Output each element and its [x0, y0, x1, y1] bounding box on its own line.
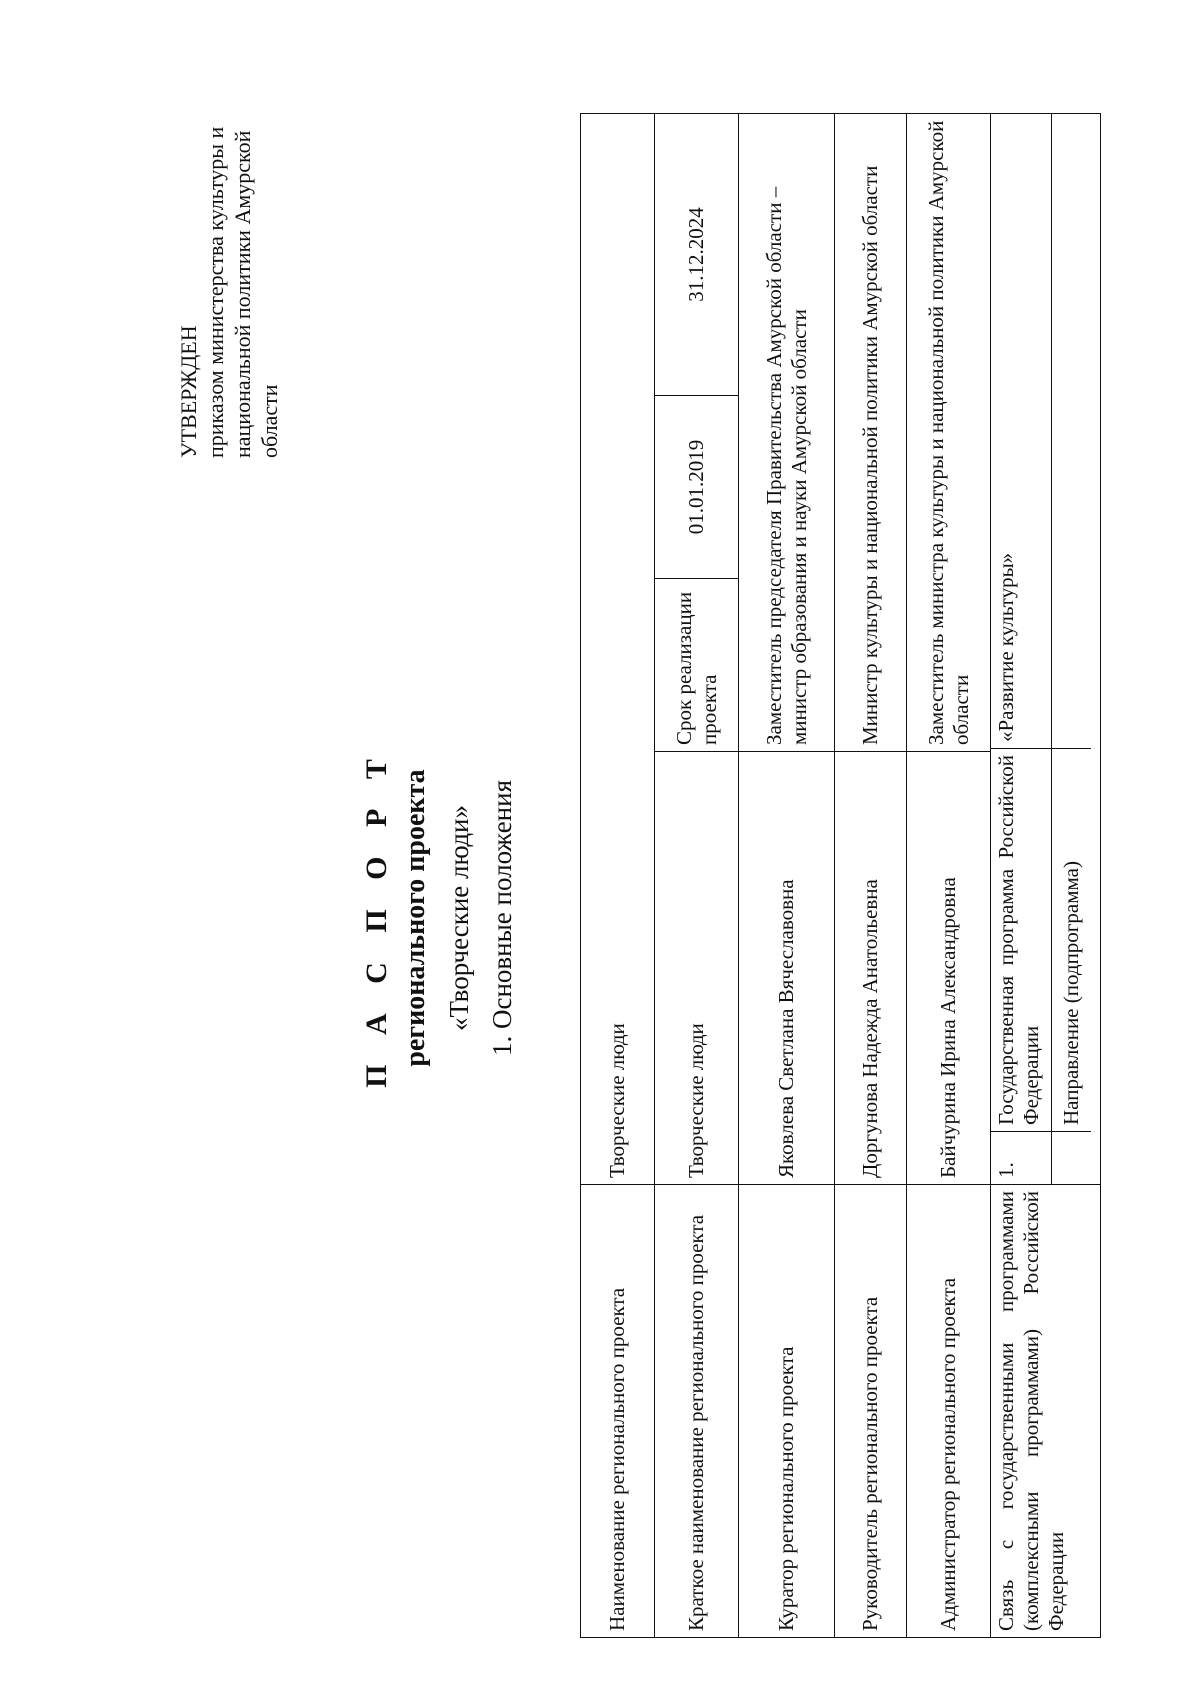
title-block [360, 468, 518, 1368]
program-number-empty [1051, 1132, 1091, 1185]
table-row [655, 114, 739, 1638]
row-label: Краткое наименование регионального проекта [655, 1185, 739, 1638]
row-position: Министр культуры и национальной политики Амурской области [835, 114, 907, 752]
row-value: Творческие люди [655, 752, 739, 1185]
term-end-date: 31.12.2024 [655, 114, 739, 396]
program-value: «Развитие культуры» [991, 114, 1051, 749]
program-links-cell [991, 114, 1101, 1185]
approval-line: приказом министерства культуры и [203, 126, 228, 458]
row-label: Куратор регионального проекта [739, 1185, 835, 1638]
direction-label: Направление (подпрограмма) [1051, 749, 1091, 1132]
row-label: Администратор регионального проекта [907, 1185, 991, 1638]
program-number: 1. [991, 1132, 1051, 1185]
passport-table-wrapper [580, 113, 1101, 1638]
section-heading: 1. Основные положения [487, 780, 517, 1056]
table-row [907, 114, 991, 1638]
program-label: Государственная программа Российской Федерации [991, 749, 1051, 1132]
document-title: П А С П О Р Т [360, 748, 393, 1088]
table-row [991, 114, 1101, 1638]
program-row [991, 114, 1051, 1184]
direction-value [1051, 114, 1091, 749]
approval-stamp [175, 48, 283, 458]
row-position: Заместитель министра культуры и национальной политики Амурской области [907, 114, 991, 752]
row-value: Байчурина Ирина Александровна [907, 752, 991, 1185]
term-start-date: 01.01.2019 [655, 396, 739, 579]
document-subtitle: регионального проекта [400, 769, 431, 1067]
approval-line: области [257, 384, 282, 458]
row-value: Яковлева Светлана Вячеславовна [739, 752, 835, 1185]
row-label: Руководитель регионального проекта [835, 1185, 907, 1638]
table-row [581, 114, 655, 1638]
program-links-table [991, 114, 1091, 1184]
row-value: Творческие люди [581, 114, 655, 1185]
row-position: Заместитель председателя Правительства Амурской области – министр образования и науки Амурской области [739, 114, 835, 752]
approval-line: национальной политики Амурской [230, 130, 255, 458]
approval-heading: УТВЕРЖДЕН [176, 325, 201, 458]
table-row [835, 114, 907, 1638]
passport-table [580, 113, 1101, 1638]
row-value: Доргунова Надежда Анатольевна [835, 752, 907, 1185]
term-label: Срок реализации проекта [655, 579, 739, 752]
row-label: Наименование регионального проекта [581, 1185, 655, 1638]
program-row [1051, 114, 1091, 1184]
table-row [739, 114, 835, 1638]
project-name: «Творческие люди» [444, 804, 474, 1032]
row-label: Связь с государственными программами (комплексными программами) Российской Федерации [991, 1185, 1101, 1638]
